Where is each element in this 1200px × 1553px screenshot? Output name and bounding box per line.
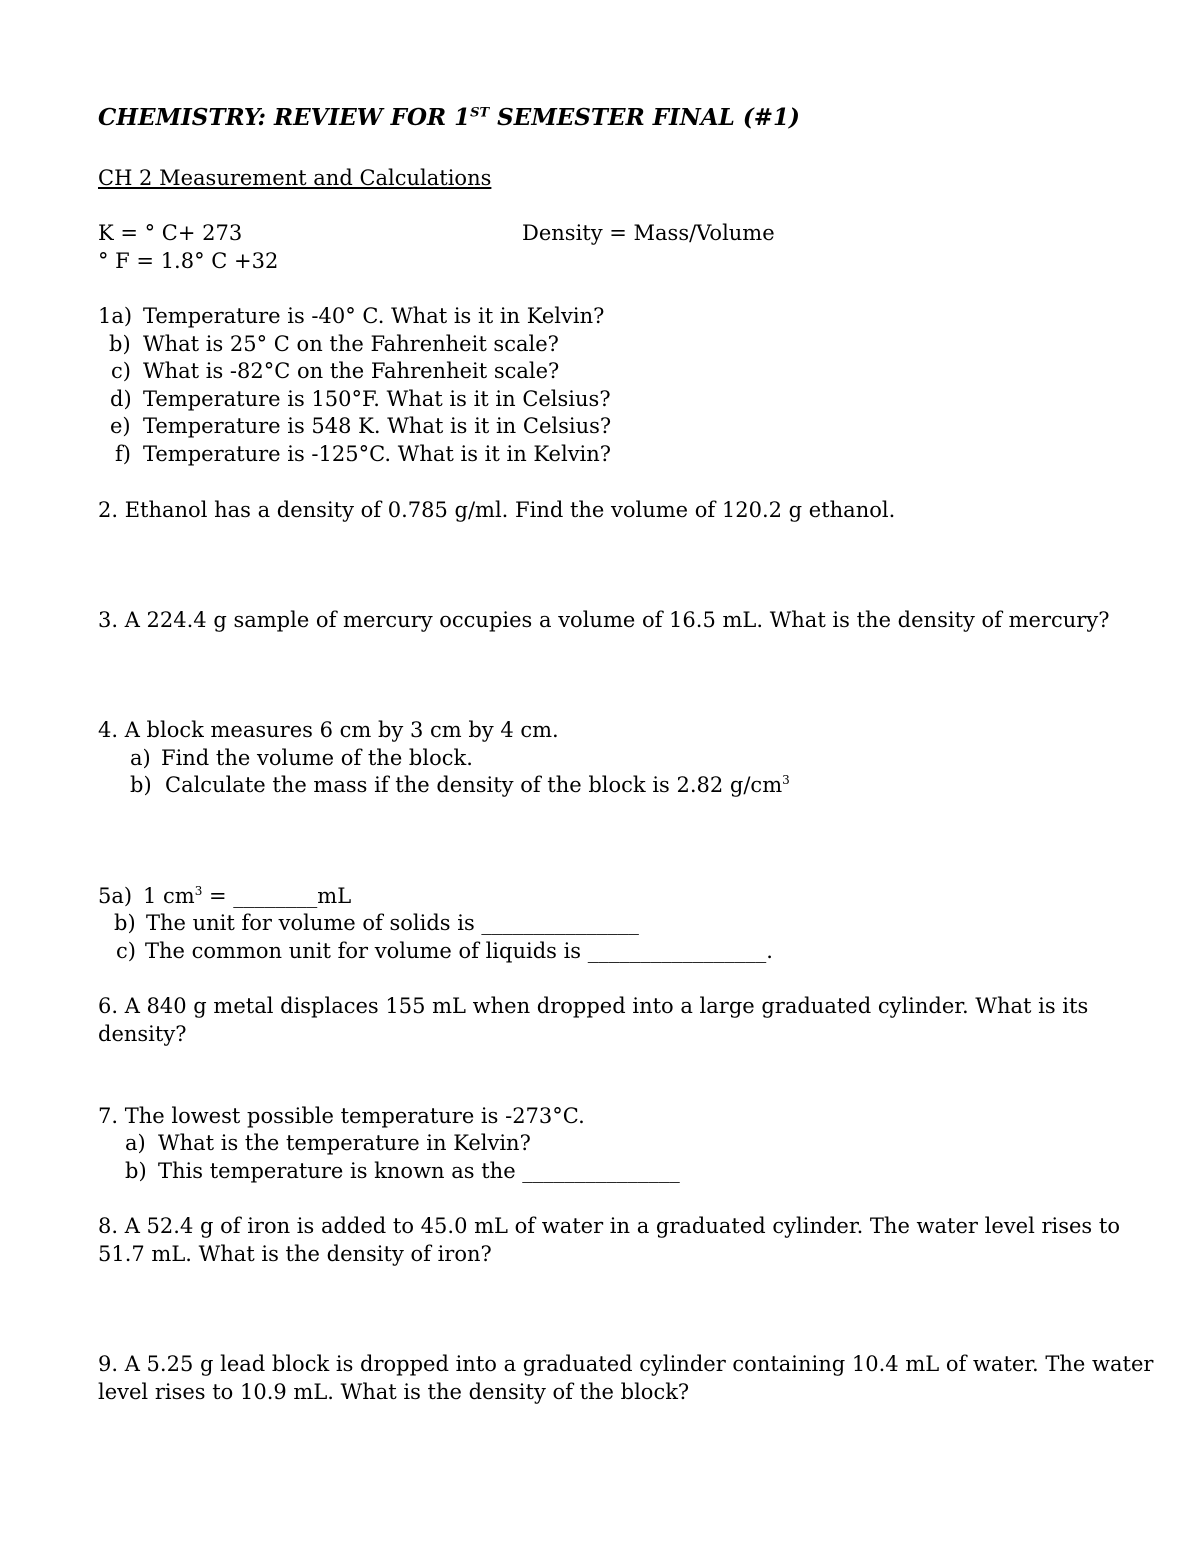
question-text: What is -82°C on the Fahrenheit scale? [143, 359, 560, 383]
question-7a [125, 1129, 531, 1157]
question-1d [110, 385, 611, 413]
question-text-end: = ________mL [202, 884, 352, 908]
question-4: 4. A block measures 6 cm by 3 cm by 4 cm. [98, 718, 559, 742]
question-9-line1: 9. A 5.25 g lead block is dropped into a graduated cylinder containing 10.4 mL of water. The water [98, 1352, 1154, 1376]
question-8-line1: 8. A 52.4 g of iron is added to 45.0 mL of water in a graduated cylinder. The water level rises to [98, 1214, 1120, 1238]
question-6-line2: density? [98, 1022, 187, 1046]
question-5b [114, 909, 639, 937]
question-4a [130, 744, 473, 772]
question-3: 3. A 224.4 g sample of mercury occupies a volume of 16.5 mL. What is the density of mercury? [98, 608, 1110, 632]
density-formula: Density = Mass/Volume [522, 221, 775, 245]
question-text: The unit for volume of solids is _______________ [146, 911, 639, 935]
question-text: Temperature is 150°F. What is it in Celsius? [143, 387, 611, 411]
question-text: Find the volume of the block. [161, 746, 473, 770]
question-9-line2: level rises to 10.9 mL. What is the density of the block? [98, 1380, 690, 1404]
question-7: 7. The lowest possible temperature is -273°C. [98, 1104, 585, 1128]
page-title [98, 104, 800, 132]
question-label: b) [125, 1159, 147, 1183]
question-text: Temperature is 548 K. What is it in Celsius? [143, 414, 612, 438]
question-1b [109, 330, 559, 358]
question-label: 1a) [98, 304, 133, 328]
question-label: b) [130, 773, 152, 797]
fahrenheit-formula: ° F = 1.8° C +32 [98, 249, 279, 273]
question-7b [125, 1157, 680, 1185]
kelvin-formula: K = ° C+ 273 [98, 221, 243, 245]
question-text: The common unit for volume of liquids is _________________. [145, 939, 773, 963]
question-5a [98, 882, 351, 910]
question-2: 2. Ethanol has a density of 0.785 g/ml. Find the volume of 120.2 g ethanol. [98, 498, 896, 522]
question-text: 1 cm [143, 884, 195, 908]
question-label: f) [115, 442, 131, 466]
question-4b [130, 771, 790, 799]
superscript: 3 [194, 884, 203, 898]
question-text: What is 25° C on the Fahrenheit scale? [143, 332, 559, 356]
question-1c [111, 357, 559, 385]
question-1a [98, 302, 604, 330]
title-text-end: SEMESTER FINAL (#1) [489, 104, 800, 131]
question-8-line2: 51.7 mL. What is the density of iron? [98, 1242, 492, 1266]
question-5c [116, 937, 773, 965]
question-6-line1: 6. A 840 g metal displaces 155 mL when dropped into a large graduated cylinder. What is its [98, 994, 1089, 1018]
question-1e [110, 412, 611, 440]
question-text: Calculate the mass if the density of the block is 2.82 g/cm [165, 773, 783, 797]
title-text: CHEMISTRY: REVIEW FOR 1 [98, 104, 471, 131]
question-text: What is the temperature in Kelvin? [158, 1131, 531, 1155]
question-label: b) [114, 911, 136, 935]
question-text: Temperature is -40° C. What is it in Kelvin? [143, 304, 605, 328]
title-superscript: ST [470, 105, 490, 121]
question-1f [115, 440, 611, 468]
question-label: e) [110, 414, 131, 438]
question-text: This temperature is known as the _______________ [158, 1159, 680, 1183]
question-label: d) [110, 387, 132, 411]
question-label: a) [125, 1131, 146, 1155]
question-label: c) [116, 939, 136, 963]
question-label: b) [109, 332, 131, 356]
section-heading: CH 2 Measurement and Calculations [98, 166, 492, 190]
question-label: 5a) [98, 884, 133, 908]
question-text: Temperature is -125°C. What is it in Kelvin? [143, 442, 612, 466]
question-label: c) [111, 359, 131, 383]
superscript: 3 [782, 773, 790, 787]
question-label: a) [130, 746, 151, 770]
